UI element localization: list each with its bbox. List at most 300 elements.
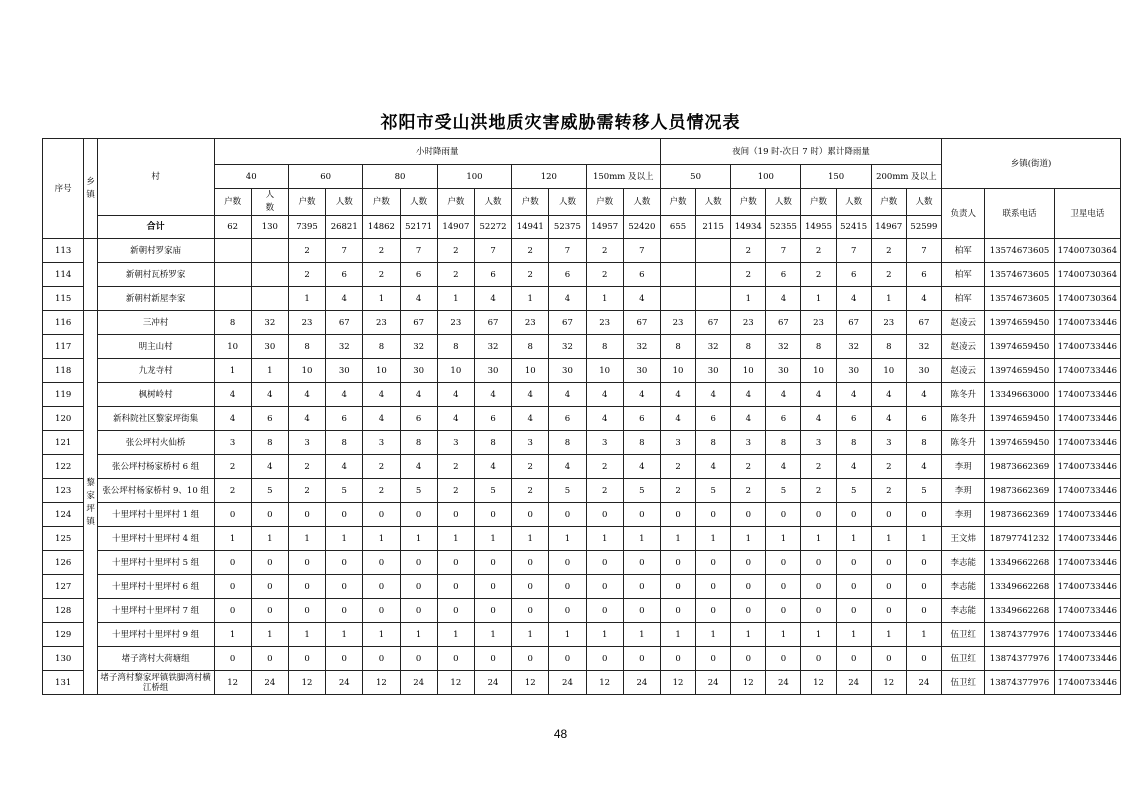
- value-cell: 12: [437, 671, 474, 695]
- total-cell: 130: [251, 216, 288, 239]
- seq-cell: 126: [43, 551, 84, 575]
- value-cell: 6: [400, 263, 437, 287]
- value-cell: 4: [696, 455, 731, 479]
- value-cell: 4: [766, 455, 801, 479]
- village-cell: 堵子湾村大荷塘组: [97, 647, 214, 671]
- sat-phone-cell: 17400733446: [1054, 503, 1120, 527]
- value-cell: 10: [731, 359, 766, 383]
- table-row: [43, 527, 1121, 551]
- value-cell: 3: [660, 431, 695, 455]
- contact-phone-cell: 13349662268: [985, 575, 1054, 599]
- value-cell: 10: [437, 359, 474, 383]
- value-cell: 0: [549, 647, 586, 671]
- value-cell: 8: [363, 335, 400, 359]
- value-cell: 5: [836, 479, 871, 503]
- rain-level-header: 100: [437, 165, 511, 189]
- village-cell: 枫树岭村: [97, 383, 214, 407]
- value-cell: 1: [474, 623, 511, 647]
- value-cell: 30: [766, 359, 801, 383]
- village-cell: 新朝村新屋李家: [97, 287, 214, 311]
- responsible-cell: 陈冬升: [942, 431, 985, 455]
- seq-cell: 123: [43, 479, 84, 503]
- value-cell: 24: [906, 671, 941, 695]
- value-cell: 1: [696, 527, 731, 551]
- total-cell: 655: [660, 216, 695, 239]
- value-cell: 1: [623, 527, 660, 551]
- responsible-cell: 陈冬升: [942, 407, 985, 431]
- value-cell: 2: [586, 263, 623, 287]
- value-cell: 0: [474, 599, 511, 623]
- value-cell: 4: [512, 383, 549, 407]
- table-row: [43, 503, 1121, 527]
- value-cell: 1: [400, 623, 437, 647]
- value-cell: 4: [474, 287, 511, 311]
- value-cell: 6: [836, 263, 871, 287]
- responsible-cell: 李玥: [942, 503, 985, 527]
- responsible-cell: 陈冬升: [942, 383, 985, 407]
- value-cell: 2: [437, 479, 474, 503]
- value-cell: 5: [766, 479, 801, 503]
- value-cell: 1: [801, 287, 836, 311]
- value-cell: 0: [400, 599, 437, 623]
- seq-cell: 118: [43, 359, 84, 383]
- value-cell: 4: [214, 407, 251, 431]
- value-cell: 0: [836, 575, 871, 599]
- value-cell: 5: [549, 479, 586, 503]
- value-cell: 23: [801, 311, 836, 335]
- value-cell: 0: [660, 599, 695, 623]
- value-cell: 3: [731, 431, 766, 455]
- value-cell: 4: [766, 287, 801, 311]
- value-cell: 0: [731, 503, 766, 527]
- rain-level-header: 200mm 及以上: [871, 165, 941, 189]
- value-cell: 1: [363, 287, 400, 311]
- households-header: 户数: [437, 189, 474, 216]
- value-cell: 24: [251, 671, 288, 695]
- table-row: [43, 431, 1121, 455]
- value-cell: 30: [326, 359, 363, 383]
- value-cell: 1: [871, 527, 906, 551]
- sat-phone-cell: 17400733446: [1054, 647, 1120, 671]
- seq-cell: 131: [43, 671, 84, 695]
- value-cell: 2: [871, 455, 906, 479]
- value-cell: 1: [871, 623, 906, 647]
- value-cell: 0: [251, 599, 288, 623]
- households-header: 户数: [871, 189, 906, 216]
- value-cell: 4: [801, 407, 836, 431]
- value-cell: 0: [363, 599, 400, 623]
- value-cell: 0: [623, 575, 660, 599]
- value-cell: 4: [623, 287, 660, 311]
- value-cell: 4: [766, 383, 801, 407]
- value-cell: 1: [326, 623, 363, 647]
- households-header: 户数: [512, 189, 549, 216]
- value-cell: 4: [586, 407, 623, 431]
- value-cell: 3: [437, 431, 474, 455]
- responsible-cell: 伍卫红: [942, 623, 985, 647]
- value-cell: 1: [400, 527, 437, 551]
- rain-level-header: 150: [801, 165, 871, 189]
- seq-cell: 116: [43, 311, 84, 335]
- households-header: 户数: [801, 189, 836, 216]
- value-cell: 4: [660, 383, 695, 407]
- value-cell: 2: [801, 263, 836, 287]
- value-cell: 4: [288, 407, 325, 431]
- value-cell: 0: [660, 503, 695, 527]
- responsible-cell: 李玥: [942, 479, 985, 503]
- value-cell: 4: [906, 455, 941, 479]
- contact-phone-cell: 13574673605: [985, 239, 1054, 263]
- value-cell: [660, 239, 695, 263]
- value-cell: 2: [586, 455, 623, 479]
- value-cell: 23: [586, 311, 623, 335]
- value-cell: 0: [623, 551, 660, 575]
- value-cell: 10: [801, 359, 836, 383]
- value-cell: 12: [731, 671, 766, 695]
- sat-phone-cell: 17400733446: [1054, 479, 1120, 503]
- responsible-cell: 伍卫红: [942, 647, 985, 671]
- value-cell: 2: [801, 239, 836, 263]
- value-cell: 12: [586, 671, 623, 695]
- value-cell: 6: [474, 407, 511, 431]
- value-cell: 0: [251, 503, 288, 527]
- value-cell: 8: [871, 335, 906, 359]
- value-cell: 0: [363, 647, 400, 671]
- households-header: 户数: [288, 189, 325, 216]
- seq-cell: 130: [43, 647, 84, 671]
- value-cell: 0: [474, 647, 511, 671]
- value-cell: 0: [437, 503, 474, 527]
- contact-phone-cell: 19873662369: [985, 503, 1054, 527]
- table-row: [43, 455, 1121, 479]
- value-cell: 4: [871, 383, 906, 407]
- value-cell: 1: [288, 287, 325, 311]
- value-cell: 1: [871, 287, 906, 311]
- table-row: [43, 383, 1121, 407]
- responsible-cell: 李志能: [942, 599, 985, 623]
- value-cell: 0: [731, 599, 766, 623]
- value-cell: 0: [288, 575, 325, 599]
- value-cell: 0: [623, 599, 660, 623]
- value-cell: 24: [326, 671, 363, 695]
- value-cell: 7: [766, 239, 801, 263]
- village-cell: 张公坪村火仙桥: [97, 431, 214, 455]
- households-header: 户数: [363, 189, 400, 216]
- value-cell: 0: [696, 503, 731, 527]
- value-cell: 0: [437, 575, 474, 599]
- sat-phone-cell: 17400733446: [1054, 455, 1120, 479]
- value-cell: 30: [906, 359, 941, 383]
- value-cell: 12: [512, 671, 549, 695]
- people-header: 人数: [400, 189, 437, 216]
- value-cell: 0: [549, 575, 586, 599]
- value-cell: 0: [288, 551, 325, 575]
- value-cell: 0: [326, 551, 363, 575]
- seq-cell: 124: [43, 503, 84, 527]
- header-hourly-rain: 小时降雨量: [214, 139, 660, 165]
- value-cell: [251, 239, 288, 263]
- total-cell: 14934: [731, 216, 766, 239]
- value-cell: 4: [906, 383, 941, 407]
- value-cell: 12: [363, 671, 400, 695]
- value-cell: 0: [906, 647, 941, 671]
- value-cell: 0: [906, 503, 941, 527]
- value-cell: 24: [696, 671, 731, 695]
- value-cell: 4: [326, 455, 363, 479]
- value-cell: 6: [623, 407, 660, 431]
- value-cell: 67: [906, 311, 941, 335]
- value-cell: 0: [214, 647, 251, 671]
- sat-phone-cell: 17400733446: [1054, 575, 1120, 599]
- value-cell: [660, 287, 695, 311]
- sat-phone-cell: 17400733446: [1054, 335, 1120, 359]
- value-cell: 1: [512, 527, 549, 551]
- table-row: [43, 359, 1121, 383]
- value-cell: 32: [623, 335, 660, 359]
- total-cell: 14957: [586, 216, 623, 239]
- value-cell: 67: [623, 311, 660, 335]
- sat-phone-cell: 17400733446: [1054, 407, 1120, 431]
- table-row: [43, 599, 1121, 623]
- value-cell: 5: [696, 479, 731, 503]
- village-cell: 三冲村: [97, 311, 214, 335]
- value-cell: 4: [363, 407, 400, 431]
- value-cell: 0: [696, 647, 731, 671]
- value-cell: 0: [549, 503, 586, 527]
- value-cell: 6: [326, 407, 363, 431]
- value-cell: 10: [512, 359, 549, 383]
- value-cell: 23: [363, 311, 400, 335]
- households-header: 户数: [586, 189, 623, 216]
- table-row: [43, 311, 1121, 335]
- table-row: [43, 287, 1121, 311]
- value-cell: 1: [251, 623, 288, 647]
- value-cell: 2: [871, 263, 906, 287]
- value-cell: 30: [836, 359, 871, 383]
- value-cell: 24: [474, 671, 511, 695]
- value-cell: 10: [214, 335, 251, 359]
- value-cell: 32: [766, 335, 801, 359]
- value-cell: 0: [549, 599, 586, 623]
- people-header: 人数: [474, 189, 511, 216]
- total-cell: 14862: [363, 216, 400, 239]
- value-cell: 2: [586, 239, 623, 263]
- seq-cell: 119: [43, 383, 84, 407]
- value-cell: 30: [623, 359, 660, 383]
- value-cell: 0: [660, 647, 695, 671]
- value-cell: [696, 263, 731, 287]
- value-cell: 2: [731, 239, 766, 263]
- value-cell: 0: [326, 599, 363, 623]
- village-cell: 明主山村: [97, 335, 214, 359]
- value-cell: 1: [623, 623, 660, 647]
- contact-phone-cell: 13874377976: [985, 623, 1054, 647]
- rain-level-header: 40: [214, 165, 288, 189]
- value-cell: 6: [766, 407, 801, 431]
- value-cell: 67: [696, 311, 731, 335]
- value-cell: 32: [400, 335, 437, 359]
- total-cell: 52355: [766, 216, 801, 239]
- rain-level-header: 50: [660, 165, 730, 189]
- value-cell: 0: [836, 647, 871, 671]
- table-row: [43, 575, 1121, 599]
- value-cell: 1: [766, 527, 801, 551]
- village-cell: 堵子湾村黎家坪镇铁脚湾村横江桥组: [97, 671, 214, 695]
- sat-phone-cell: 17400733446: [1054, 599, 1120, 623]
- value-cell: 4: [474, 455, 511, 479]
- contact-phone-header: 联系电话: [985, 189, 1054, 239]
- value-cell: [696, 239, 731, 263]
- value-cell: 0: [363, 503, 400, 527]
- value-cell: 6: [474, 263, 511, 287]
- value-cell: 8: [906, 431, 941, 455]
- responsible-cell: 伍卫红: [942, 671, 985, 695]
- value-cell: 0: [801, 647, 836, 671]
- value-cell: 0: [549, 551, 586, 575]
- value-cell: 0: [660, 575, 695, 599]
- value-cell: 1: [437, 287, 474, 311]
- value-cell: 0: [288, 647, 325, 671]
- total-cell: 52171: [400, 216, 437, 239]
- value-cell: 12: [214, 671, 251, 695]
- value-cell: 4: [549, 455, 586, 479]
- value-cell: 0: [586, 647, 623, 671]
- value-cell: 7: [549, 239, 586, 263]
- value-cell: 1: [586, 527, 623, 551]
- value-cell: 8: [586, 335, 623, 359]
- value-cell: 0: [801, 599, 836, 623]
- value-cell: 0: [871, 575, 906, 599]
- value-cell: 23: [871, 311, 906, 335]
- value-cell: 0: [437, 551, 474, 575]
- value-cell: 3: [288, 431, 325, 455]
- value-cell: 7: [906, 239, 941, 263]
- value-cell: 8: [214, 311, 251, 335]
- people-header: 人数: [906, 189, 941, 216]
- sat-phone-cell: 17400733446: [1054, 359, 1120, 383]
- value-cell: 4: [586, 383, 623, 407]
- responsible-cell: 柏军: [942, 263, 985, 287]
- value-cell: 0: [766, 647, 801, 671]
- value-cell: 0: [400, 551, 437, 575]
- value-cell: 0: [731, 551, 766, 575]
- contact-phone-cell: 13349663000: [985, 383, 1054, 407]
- village-cell: 十里坪村十里坪村 1 组: [97, 503, 214, 527]
- value-cell: 1: [214, 527, 251, 551]
- value-cell: 1: [512, 623, 549, 647]
- value-cell: 8: [766, 431, 801, 455]
- value-cell: 23: [731, 311, 766, 335]
- value-cell: 0: [731, 647, 766, 671]
- value-cell: 6: [906, 263, 941, 287]
- value-cell: 4: [512, 407, 549, 431]
- value-cell: 4: [437, 383, 474, 407]
- rain-level-header: 120: [512, 165, 586, 189]
- value-cell: 0: [512, 551, 549, 575]
- seq-cell: 114: [43, 263, 84, 287]
- value-cell: 8: [251, 431, 288, 455]
- value-cell: 30: [696, 359, 731, 383]
- households-header: 户数: [660, 189, 695, 216]
- value-cell: 3: [214, 431, 251, 455]
- value-cell: 0: [251, 647, 288, 671]
- table-row: [43, 551, 1121, 575]
- value-cell: 0: [363, 575, 400, 599]
- value-cell: 0: [801, 575, 836, 599]
- sat-phone-cell: 17400730364: [1054, 239, 1120, 263]
- village-cell: 张公坪村杨家桥村 6 组: [97, 455, 214, 479]
- value-cell: 1: [586, 287, 623, 311]
- value-cell: 7: [400, 239, 437, 263]
- table-row: [43, 647, 1121, 671]
- value-cell: 2: [437, 263, 474, 287]
- value-cell: 1: [731, 623, 766, 647]
- seq-cell: 117: [43, 335, 84, 359]
- total-cell: 52272: [474, 216, 511, 239]
- total-cell: 52599: [906, 216, 941, 239]
- village-cell: 十里坪村十里坪村 6 组: [97, 575, 214, 599]
- contact-phone-cell: 13349662268: [985, 599, 1054, 623]
- value-cell: 24: [400, 671, 437, 695]
- value-cell: 23: [512, 311, 549, 335]
- value-cell: 7: [326, 239, 363, 263]
- seq-cell: 121: [43, 431, 84, 455]
- seq-cell: 129: [43, 623, 84, 647]
- header-night-rain: 夜间（19 时-次日 7 时）累计降雨量: [660, 139, 941, 165]
- value-cell: 4: [906, 287, 941, 311]
- contact-phone-cell: 19873662369: [985, 479, 1054, 503]
- value-cell: 4: [836, 383, 871, 407]
- value-cell: 6: [549, 407, 586, 431]
- value-cell: 5: [326, 479, 363, 503]
- value-cell: 8: [660, 335, 695, 359]
- value-cell: 0: [836, 599, 871, 623]
- value-cell: 0: [766, 599, 801, 623]
- value-cell: 0: [766, 503, 801, 527]
- value-cell: 4: [400, 455, 437, 479]
- value-cell: 1: [660, 527, 695, 551]
- value-cell: 4: [437, 407, 474, 431]
- value-cell: 32: [251, 311, 288, 335]
- value-cell: 6: [836, 407, 871, 431]
- contact-phone-cell: 13974659450: [985, 359, 1054, 383]
- value-cell: 7: [623, 239, 660, 263]
- value-cell: 4: [326, 383, 363, 407]
- value-cell: 3: [871, 431, 906, 455]
- people-header: 人数: [326, 189, 363, 216]
- value-cell: 7: [836, 239, 871, 263]
- value-cell: 4: [731, 383, 766, 407]
- value-cell: 1: [437, 527, 474, 551]
- total-cell: 14967: [871, 216, 906, 239]
- value-cell: 2: [871, 479, 906, 503]
- value-cell: 4: [400, 287, 437, 311]
- value-cell: 4: [288, 383, 325, 407]
- value-cell: 8: [512, 335, 549, 359]
- total-cell: 52420: [623, 216, 660, 239]
- value-cell: 0: [437, 647, 474, 671]
- value-cell: 1: [288, 527, 325, 551]
- value-cell: 2: [586, 479, 623, 503]
- value-cell: 1: [766, 623, 801, 647]
- value-cell: 5: [400, 479, 437, 503]
- value-cell: 0: [400, 647, 437, 671]
- value-cell: 1: [363, 623, 400, 647]
- value-cell: 2: [801, 455, 836, 479]
- total-cell: 14907: [437, 216, 474, 239]
- value-cell: 0: [288, 599, 325, 623]
- value-cell: 24: [623, 671, 660, 695]
